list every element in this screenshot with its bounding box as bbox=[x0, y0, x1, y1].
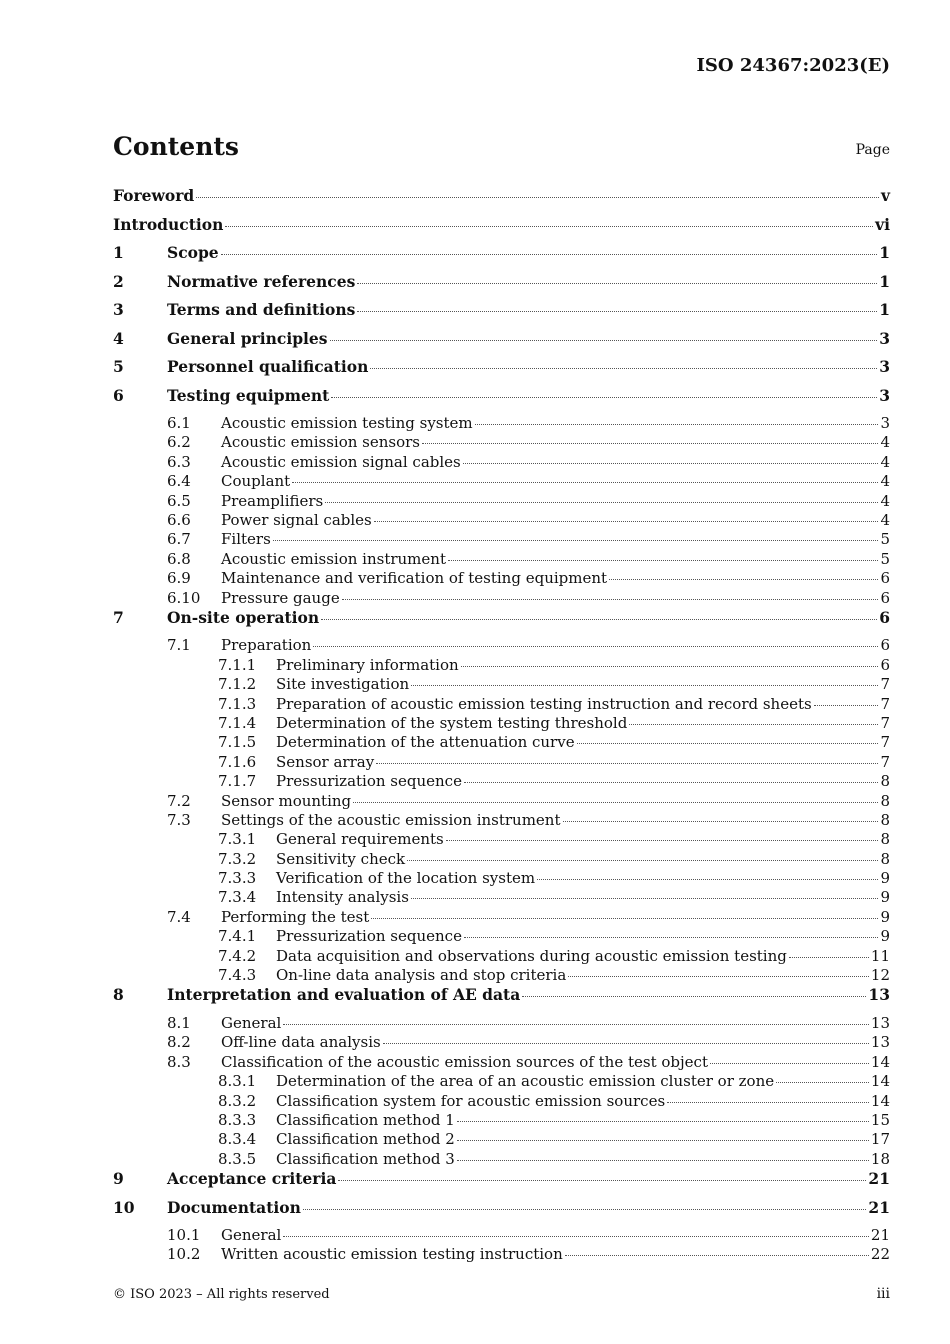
toc-entry-number: 2 bbox=[113, 271, 124, 291]
dot-leader bbox=[448, 559, 878, 561]
toc-entry-title: Classification method 1 bbox=[276, 1110, 455, 1129]
toc-entry-title: General requirements bbox=[276, 830, 444, 849]
dot-leader bbox=[537, 878, 878, 880]
toc-entry[interactable] bbox=[113, 927, 890, 946]
toc-entry-number: 7.3.3 bbox=[218, 869, 257, 888]
toc-entry-number: 6.2 bbox=[167, 433, 191, 452]
toc-entry-number: 6.8 bbox=[167, 549, 191, 568]
toc-entry-page: 14 bbox=[870, 1052, 890, 1071]
toc-entry-title: Interpretation and evaluation of AE data bbox=[167, 985, 521, 1005]
toc-entry-page: 6 bbox=[879, 607, 890, 627]
toc-entry[interactable] bbox=[113, 714, 890, 733]
toc-entry-page: 9 bbox=[880, 869, 890, 888]
toc-entry-title: Sensor mounting bbox=[221, 791, 352, 810]
toc-entry[interactable] bbox=[113, 1150, 890, 1169]
toc-entry-title: Acceptance criteria bbox=[167, 1169, 337, 1189]
toc-entry-number: 7.4.1 bbox=[218, 927, 257, 946]
toc-entry-number: 8.3 bbox=[167, 1052, 191, 1071]
toc-entry-page: 7 bbox=[880, 752, 890, 771]
toc-entry-page: 3 bbox=[879, 357, 890, 376]
toc-entry-title: Sensor array bbox=[276, 752, 375, 771]
toc-entry-page: 3 bbox=[879, 328, 890, 348]
dot-leader bbox=[221, 253, 878, 255]
dot-leader bbox=[568, 975, 869, 977]
toc-entry-title: Acoustic emission instrument bbox=[221, 549, 446, 568]
toc-entry-page: 4 bbox=[880, 491, 890, 510]
toc-entry[interactable] bbox=[113, 329, 890, 358]
toc-entry[interactable] bbox=[113, 985, 890, 1014]
contents-title: Contents bbox=[113, 132, 240, 161]
toc-entry-number: 7.1.7 bbox=[218, 772, 257, 791]
toc-entry-page: 6 bbox=[880, 655, 890, 674]
toc-entry-title: Pressurization sequence bbox=[276, 927, 462, 946]
toc-entry-number: 1 bbox=[113, 243, 124, 262]
dot-leader bbox=[475, 423, 879, 425]
toc-entry[interactable] bbox=[113, 569, 890, 588]
toc-entry[interactable] bbox=[113, 608, 890, 637]
dot-leader bbox=[776, 1081, 869, 1083]
toc-entry-number: 10 bbox=[113, 1197, 135, 1217]
dot-leader bbox=[446, 839, 879, 841]
toc-entry-page: 6 bbox=[880, 569, 890, 588]
toc-entry[interactable] bbox=[113, 492, 890, 511]
toc-entry-page: 4 bbox=[880, 472, 890, 491]
toc-entry-page: 11 bbox=[870, 946, 890, 965]
dot-leader bbox=[357, 310, 877, 312]
dot-leader bbox=[563, 820, 879, 822]
toc-entry[interactable] bbox=[113, 850, 890, 869]
dot-leader bbox=[461, 665, 879, 667]
dot-leader bbox=[196, 196, 879, 198]
dot-leader bbox=[370, 367, 877, 369]
toc-entry-page: 1 bbox=[879, 271, 890, 291]
toc-entry-number: 4 bbox=[113, 328, 124, 348]
toc-entry-page: 7 bbox=[880, 733, 890, 752]
toc-entry-number: 7.3.4 bbox=[218, 888, 257, 907]
toc-entry[interactable] bbox=[113, 453, 890, 472]
toc-entry-title: Intensity analysis bbox=[276, 888, 409, 907]
toc-entry-title: Determination of the system testing threshold bbox=[276, 713, 628, 732]
toc-entry-title: General principles bbox=[167, 328, 328, 348]
dot-leader bbox=[383, 1042, 869, 1044]
document-id: ISO 24367:2023(E) bbox=[696, 55, 890, 76]
dot-leader bbox=[629, 723, 878, 725]
toc-entry-page: 4 bbox=[880, 433, 890, 452]
toc-entry-page: 7 bbox=[880, 694, 890, 713]
toc-entry-title: Determination of the attenuation curve bbox=[276, 733, 575, 752]
toc-entry-title: Introduction bbox=[113, 214, 224, 234]
toc-entry[interactable] bbox=[113, 830, 890, 849]
page-column-label: Page bbox=[855, 142, 890, 158]
toc-entry[interactable] bbox=[113, 869, 890, 888]
toc-entry-title: Maintenance and verification of testing equipment bbox=[221, 569, 608, 588]
dot-leader bbox=[667, 1101, 869, 1103]
dot-leader bbox=[283, 1235, 869, 1237]
toc-entry[interactable] bbox=[113, 1092, 890, 1111]
toc-entry-page: 21 bbox=[868, 1169, 890, 1189]
dot-leader bbox=[330, 339, 878, 341]
toc-entry[interactable] bbox=[113, 656, 890, 675]
toc-entry[interactable] bbox=[113, 675, 890, 694]
toc-entry[interactable] bbox=[113, 888, 890, 907]
dot-leader bbox=[321, 618, 877, 620]
toc-entry-number: 7 bbox=[113, 607, 124, 627]
dot-leader bbox=[357, 282, 877, 284]
toc-entry[interactable] bbox=[113, 357, 890, 386]
toc-entry-number: 8.2 bbox=[167, 1033, 191, 1052]
toc-entry-title: On-line data analysis and stop criteria bbox=[276, 966, 567, 985]
toc-entry[interactable] bbox=[113, 908, 890, 927]
toc-entry[interactable] bbox=[113, 1033, 890, 1052]
toc-entry-number: 9 bbox=[113, 1169, 124, 1189]
dot-leader bbox=[463, 462, 879, 464]
toc-entry-number: 10.2 bbox=[167, 1245, 201, 1264]
toc-entry-number: 7.1.6 bbox=[218, 752, 257, 771]
toc-entry[interactable] bbox=[113, 414, 890, 433]
dot-leader bbox=[273, 539, 879, 541]
toc-entry-page: 12 bbox=[870, 966, 890, 985]
toc-entry-number: 7.4 bbox=[167, 907, 191, 926]
toc-entry[interactable] bbox=[113, 753, 890, 772]
dot-leader bbox=[814, 704, 879, 706]
toc-entry-page: 3 bbox=[880, 414, 890, 432]
toc-entry[interactable] bbox=[113, 186, 890, 215]
toc-entry-page: v bbox=[880, 186, 890, 205]
toc-entry-page: 5 bbox=[880, 530, 890, 549]
toc-entry-page: 9 bbox=[880, 888, 890, 907]
dot-leader bbox=[371, 917, 878, 919]
toc-entry-page: 15 bbox=[870, 1110, 890, 1129]
dot-leader bbox=[464, 936, 879, 938]
toc-entry-page: 8 bbox=[880, 791, 890, 810]
toc-entry-number: 6 bbox=[113, 385, 124, 405]
toc-entry-title: Preparation of acoustic emission testing instruction and record sheets bbox=[276, 694, 812, 713]
toc-entry[interactable] bbox=[113, 947, 890, 966]
toc-entry-title: Preliminary information bbox=[276, 655, 459, 674]
dot-leader bbox=[303, 1208, 867, 1210]
toc-entry-number: 8.3.1 bbox=[218, 1072, 257, 1091]
toc-entry-page: 1 bbox=[879, 300, 890, 319]
toc-entry-title: Performing the test bbox=[221, 907, 370, 926]
toc-entry-number: 7.3.1 bbox=[218, 830, 257, 849]
toc-entry-title: Personnel qualification bbox=[167, 357, 369, 376]
dot-leader bbox=[565, 1254, 869, 1256]
dot-leader bbox=[407, 859, 878, 861]
toc-entry-number: 10.1 bbox=[167, 1226, 201, 1245]
toc-entry-number: 7.3 bbox=[167, 810, 191, 829]
toc-entry-title: Classification method 3 bbox=[276, 1149, 455, 1168]
toc-entry[interactable] bbox=[113, 772, 890, 791]
toc-entry-title: Sensitivity check bbox=[276, 849, 406, 868]
dot-leader bbox=[331, 396, 877, 398]
toc-entry[interactable] bbox=[113, 1053, 890, 1072]
toc-entry-number: 8.3.3 bbox=[218, 1110, 257, 1129]
toc-entry-title: Settings of the acoustic emission instrument bbox=[221, 810, 561, 829]
toc-entry-number: 7.4.2 bbox=[218, 946, 257, 965]
toc-entry-title: Classification system for acoustic emission sources bbox=[276, 1091, 666, 1110]
toc-entry[interactable] bbox=[113, 966, 890, 985]
dot-leader bbox=[376, 762, 878, 764]
toc-entry-page: vi bbox=[875, 214, 890, 234]
toc-entry-page: 8 bbox=[880, 810, 890, 829]
dot-leader bbox=[464, 781, 879, 783]
toc-entry-page: 9 bbox=[880, 907, 890, 926]
toc-entry-number: 7.1.2 bbox=[218, 675, 257, 694]
toc-entry[interactable] bbox=[113, 530, 890, 549]
toc-entry-number: 6.10 bbox=[167, 588, 201, 607]
toc-entry-page: 1 bbox=[879, 243, 890, 262]
toc-entry-number: 7.1 bbox=[167, 636, 191, 655]
toc-entry-number: 3 bbox=[113, 300, 124, 319]
toc-entry-title: Acoustic emission testing system bbox=[221, 414, 473, 432]
toc-entry-number: 7.2 bbox=[167, 791, 191, 810]
copyright-footer: © ISO 2023 – All rights reserved bbox=[113, 1287, 330, 1302]
toc-entry[interactable] bbox=[113, 1198, 890, 1227]
toc-entry[interactable] bbox=[113, 811, 890, 830]
toc-entry[interactable] bbox=[113, 1111, 890, 1130]
toc-entry[interactable] bbox=[113, 1226, 890, 1245]
toc-entry-title: Couplant bbox=[221, 472, 291, 491]
dot-leader bbox=[313, 645, 878, 647]
toc-entry[interactable] bbox=[113, 1245, 890, 1264]
toc-entry-title: Acoustic emission sensors bbox=[221, 433, 420, 452]
toc-entry-page: 21 bbox=[870, 1226, 890, 1245]
toc-entry-page: 13 bbox=[868, 985, 890, 1005]
toc-entry[interactable] bbox=[113, 1072, 890, 1091]
toc-entry-title: General bbox=[221, 1226, 282, 1245]
toc-entry-title: Acoustic emission signal cables bbox=[221, 452, 461, 471]
toc-entry-number: 8 bbox=[113, 985, 124, 1005]
toc-entry[interactable] bbox=[113, 1014, 890, 1033]
toc-entry-number: 8.3.4 bbox=[218, 1130, 257, 1149]
toc-entry-title: Data acquisition and observations during acoustic emission testing bbox=[276, 946, 787, 965]
toc-entry[interactable] bbox=[113, 511, 890, 530]
toc-entry-number: 6.3 bbox=[167, 452, 191, 471]
toc-entry-number: 6.1 bbox=[167, 414, 191, 432]
toc-entry-title: Foreword bbox=[113, 186, 195, 205]
toc-entry-page: 5 bbox=[880, 549, 890, 568]
toc-entry-title: Verification of the location system bbox=[276, 869, 536, 888]
toc-entry-title: Normative references bbox=[167, 271, 356, 291]
toc-entry-number: 7.1.3 bbox=[218, 694, 257, 713]
toc-entry-number: 6.6 bbox=[167, 510, 191, 529]
toc-entry-page: 21 bbox=[868, 1197, 890, 1217]
table-of-contents bbox=[113, 186, 890, 1265]
dot-leader bbox=[292, 481, 878, 483]
toc-entry-page: 13 bbox=[870, 1033, 890, 1052]
toc-entry-title: Terms and definitions bbox=[167, 300, 356, 319]
dot-leader bbox=[522, 995, 866, 997]
toc-entry[interactable] bbox=[113, 695, 890, 714]
toc-entry-page: 4 bbox=[880, 510, 890, 529]
toc-entry[interactable] bbox=[113, 386, 890, 415]
toc-entry-number: 6.4 bbox=[167, 472, 191, 491]
toc-entry[interactable] bbox=[113, 472, 890, 491]
toc-entry-title: Testing equipment bbox=[167, 385, 330, 405]
toc-entry-number: 7.1.4 bbox=[218, 713, 257, 732]
toc-entry-title: Classification method 2 bbox=[276, 1130, 455, 1149]
toc-entry-title: Scope bbox=[167, 243, 219, 262]
toc-entry[interactable] bbox=[113, 1169, 890, 1198]
toc-entry-page: 17 bbox=[870, 1130, 890, 1149]
toc-entry-page: 3 bbox=[879, 385, 890, 405]
toc-entry-page: 6 bbox=[880, 588, 890, 607]
toc-entry-page: 13 bbox=[870, 1013, 890, 1032]
toc-entry-title: Preparation bbox=[221, 636, 312, 655]
toc-entry-page: 8 bbox=[880, 849, 890, 868]
toc-entry[interactable] bbox=[113, 433, 890, 452]
toc-entry-title: On-site operation bbox=[167, 607, 320, 627]
dot-leader bbox=[457, 1159, 869, 1161]
dot-leader bbox=[325, 501, 878, 503]
dot-leader bbox=[225, 225, 873, 227]
toc-entry-page: 9 bbox=[880, 927, 890, 946]
toc-entry-number: 8.1 bbox=[167, 1013, 191, 1032]
toc-entry-title: Documentation bbox=[167, 1197, 301, 1217]
toc-entry-title: Pressure gauge bbox=[221, 588, 340, 607]
toc-entry-title: Written acoustic emission testing instruction bbox=[221, 1245, 563, 1264]
dot-leader bbox=[411, 897, 879, 899]
toc-entry-page: 14 bbox=[870, 1091, 890, 1110]
toc-entry-number: 6.5 bbox=[167, 491, 191, 510]
toc-entry-page: 7 bbox=[880, 713, 890, 732]
toc-entry-page: 18 bbox=[870, 1149, 890, 1168]
dot-leader bbox=[338, 1179, 866, 1181]
toc-entry[interactable] bbox=[113, 1130, 890, 1149]
dot-leader bbox=[374, 520, 879, 522]
toc-entry-page: 8 bbox=[880, 830, 890, 849]
toc-entry-number: 8.3.2 bbox=[218, 1091, 257, 1110]
toc-entry-title: Preamplifiers bbox=[221, 491, 324, 510]
toc-entry-page: 14 bbox=[870, 1072, 890, 1091]
dot-leader bbox=[577, 742, 879, 744]
toc-entry[interactable] bbox=[113, 733, 890, 752]
toc-entry-number: 7.1.5 bbox=[218, 733, 257, 752]
toc-entry-page: 22 bbox=[870, 1245, 890, 1264]
toc-entry-title: Filters bbox=[221, 530, 271, 549]
toc-entry-number: 6.9 bbox=[167, 569, 191, 588]
toc-entry[interactable] bbox=[113, 215, 890, 244]
toc-entry-page: 6 bbox=[880, 636, 890, 655]
dot-leader bbox=[457, 1139, 869, 1141]
toc-entry-number: 5 bbox=[113, 357, 124, 376]
toc-entry-number: 7.1.1 bbox=[218, 655, 257, 674]
toc-entry[interactable] bbox=[113, 636, 890, 655]
toc-entry[interactable] bbox=[113, 550, 890, 569]
toc-entry[interactable] bbox=[113, 272, 890, 301]
toc-entry-number: 7.3.2 bbox=[218, 849, 257, 868]
toc-entry[interactable] bbox=[113, 792, 890, 811]
dot-leader bbox=[457, 1120, 869, 1122]
dot-leader bbox=[353, 801, 878, 803]
toc-entry[interactable] bbox=[113, 589, 890, 608]
toc-entry-title: Pressurization sequence bbox=[276, 772, 462, 791]
dot-leader bbox=[789, 956, 869, 958]
toc-entry-title: Site investigation bbox=[276, 675, 410, 694]
toc-entry-number: 7.4.3 bbox=[218, 966, 257, 985]
dot-leader bbox=[411, 684, 878, 686]
toc-entry-number: 6.7 bbox=[167, 530, 191, 549]
toc-entry-title: Determination of the area of an acoustic emission cluster or zone bbox=[276, 1072, 775, 1091]
toc-entry-title: Off-line data analysis bbox=[221, 1033, 381, 1052]
dot-leader bbox=[283, 1023, 869, 1025]
toc-entry-number: 8.3.5 bbox=[218, 1149, 257, 1168]
toc-entry-page: 4 bbox=[880, 452, 890, 471]
toc-entry-title: Power signal cables bbox=[221, 510, 372, 529]
toc-entry[interactable] bbox=[113, 300, 890, 329]
toc-entry-page: 7 bbox=[880, 675, 890, 694]
dot-leader bbox=[342, 598, 879, 600]
toc-entry-page: 8 bbox=[880, 772, 890, 791]
toc-entry-title: General bbox=[221, 1013, 282, 1032]
dot-leader bbox=[710, 1062, 869, 1064]
page-number: iii bbox=[876, 1286, 890, 1302]
dot-leader bbox=[422, 442, 878, 444]
dot-leader bbox=[609, 578, 878, 580]
toc-entry[interactable] bbox=[113, 243, 890, 272]
toc-entry-title: Classification of the acoustic emission sources of the test object bbox=[221, 1052, 708, 1071]
